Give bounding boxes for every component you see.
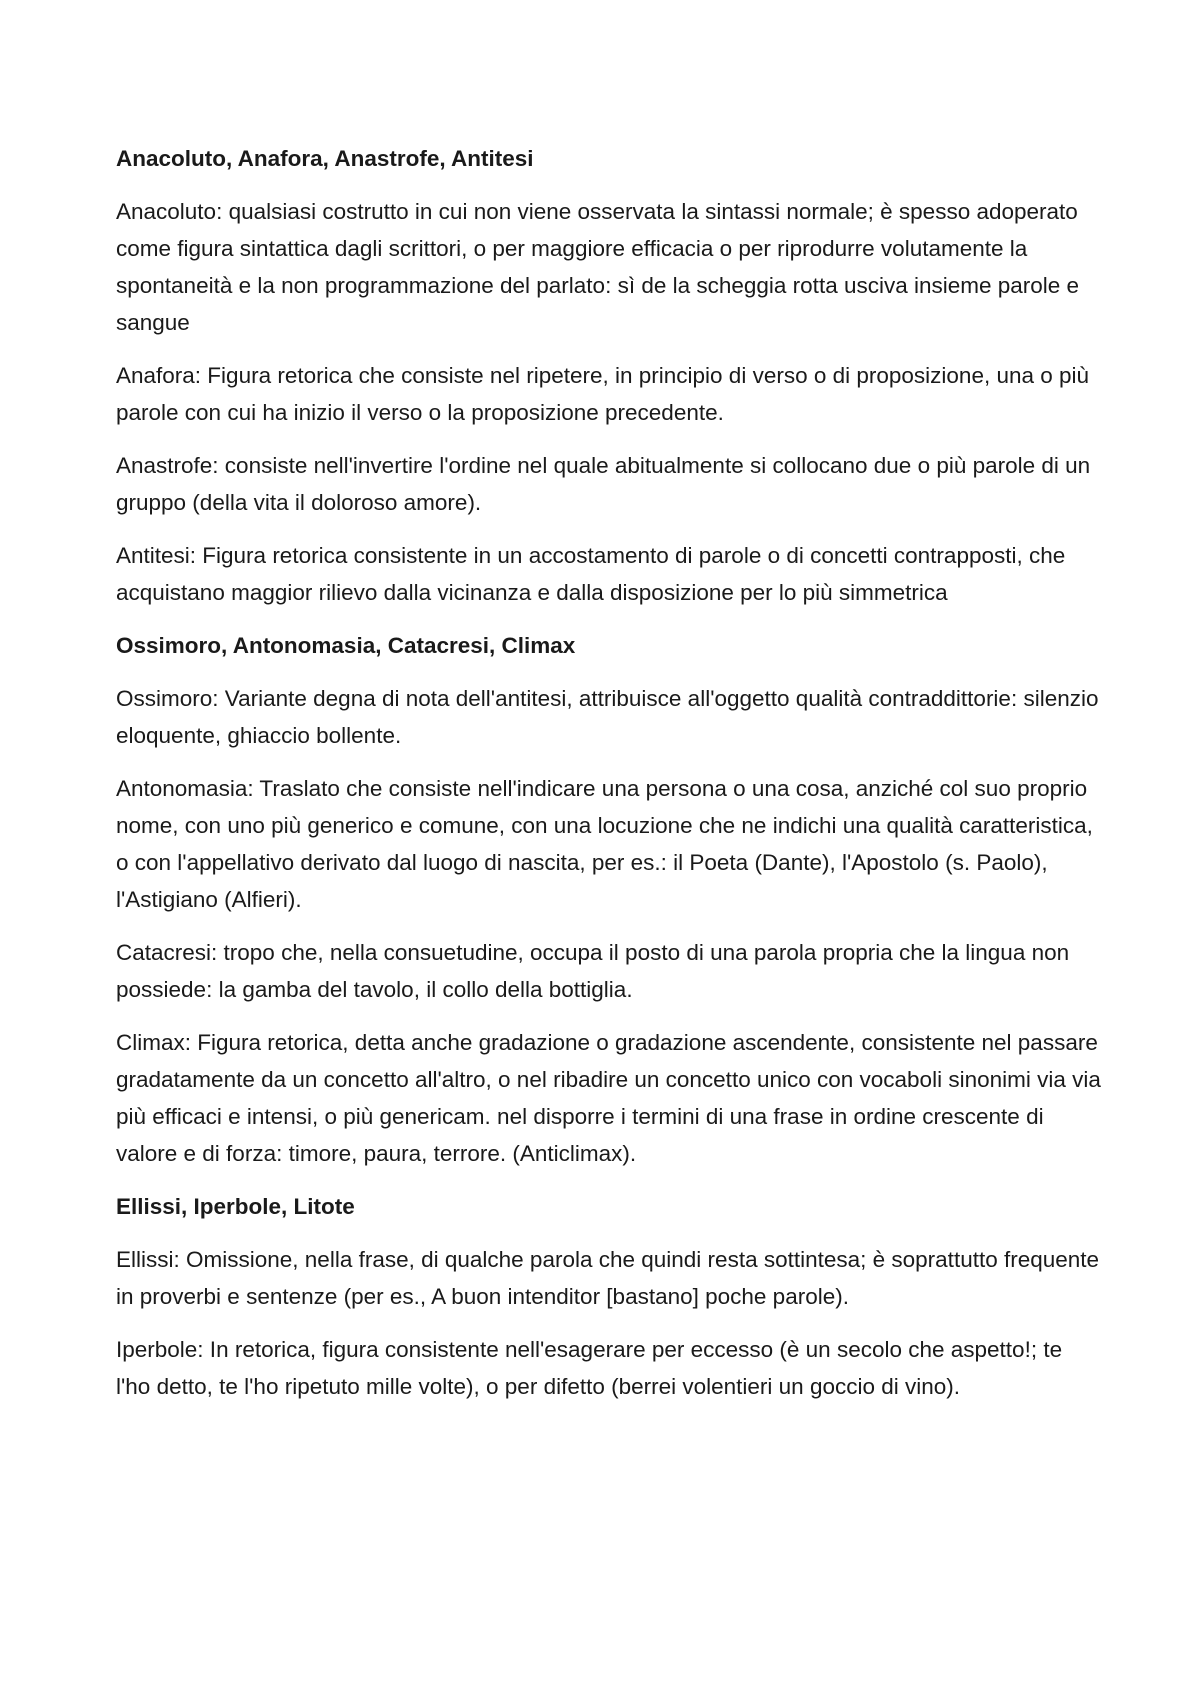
paragraph-antonomasia: Antonomasia: Traslato che consiste nell'indicare una persona o una cosa, anziché col suo proprio nome, con uno più generico e comune, con una locuzione che ne indichi una qualità caratteristica, o con l'appellativo derivato dal luogo di nascita, per es.: il Poeta (Dante), l'Apostolo (s. Paolo), l'Astigiano (Alfieri).	[116, 776, 1093, 912]
paragraph-anafora: Anafora: Figura retorica che consiste nel ripetere, in principio di verso o di proposizione, una o più parole con cui ha inizio il verso o la proposizione precedente.	[116, 363, 1090, 425]
document-page	[116, 140, 1101, 1421]
section-1	[116, 140, 1101, 611]
paragraph-anastrofe: Anastrofe: consiste nell'invertire l'ordine nel quale abitualmente si collocano due o più parole di un gruppo (della vita il doloroso amore).	[116, 453, 1091, 515]
section-heading: Ossimoro, Antonomasia, Catacresi, Climax	[116, 633, 576, 658]
section-heading: Ellissi, Iperbole, Litote	[116, 1194, 355, 1219]
paragraph-anacoluto: Anacoluto: qualsiasi costrutto in cui non viene osservata la sintassi normale; è spesso adoperato come figura sintattica dagli scrittori, o per maggiore efficacia o per riprodurre volutamente la spontaneità e la non programmazione del parlato: sì de la scheggia rotta usciva insieme parole e sangue	[116, 199, 1080, 335]
paragraph-iperbole: Iperbole: In retorica, figura consistente nell'esagerare per eccesso (è un secolo che aspetto!; te l'ho detto, te l'ho ripetuto mille volte), o per difetto (berrei volentieri un goccio di vino).	[116, 1337, 1063, 1399]
section-heading: Anacoluto, Anafora, Anastrofe, Antitesi	[116, 146, 534, 171]
section-2	[116, 627, 1101, 1172]
paragraph-ossimoro: Ossimoro: Variante degna di nota dell'antitesi, attribuisce all'oggetto qualità contraddittorie: silenzio eloquente, ghiaccio bollente.	[116, 686, 1099, 748]
paragraph-catacresi: Catacresi: tropo che, nella consuetudine, occupa il posto di una parola propria che la lingua non possiede: la gamba del tavolo, il collo della bottiglia.	[116, 940, 1070, 1002]
section-3	[116, 1188, 1101, 1405]
paragraph-antitesi: Antitesi: Figura retorica consistente in un accostamento di parole o di concetti contrapposti, che acquistano maggior rilievo dalla vicinanza e dalla disposizione per lo più simmetrica	[116, 543, 1066, 605]
paragraph-ellissi: Ellissi: Omissione, nella frase, di qualche parola che quindi resta sottintesa; è soprattutto frequente in proverbi e sentenze (per es., A buon intenditor [bastano] poche parole).	[116, 1247, 1100, 1309]
paragraph-climax: Climax: Figura retorica, detta anche gradazione o gradazione ascendente, consistente nel passare gradatamente da un concetto all'altro, o nel ribadire un concetto unico con vocaboli sinonimi via via più efficaci e intensi, o più genericam. nel disporre i termini di una frase in ordine crescente di valore e di forza: timore, paura, terrore. (Anticlimax).	[116, 1030, 1101, 1166]
